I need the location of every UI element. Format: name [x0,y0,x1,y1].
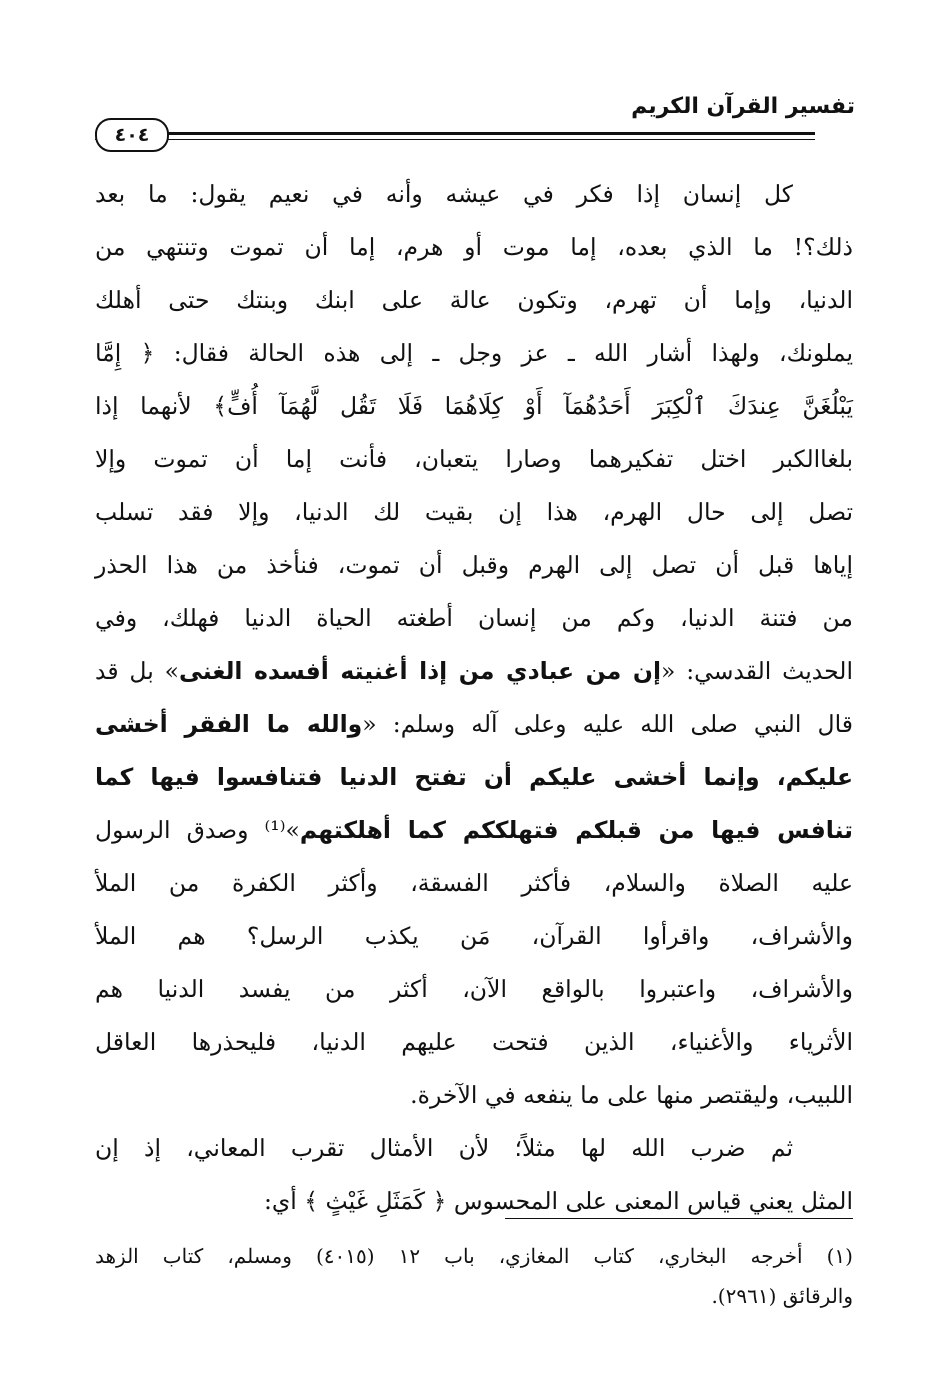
text-line: ذلك؟! ما الذي بعده، إما موت أو هرم، إما أن تموت وتنتهي من [95,233,853,261]
text-line: ثم ضرب الله لها مثلاً؛ لأن الأمثال تقرب المعاني، إذ إن [95,1134,793,1162]
text-segment: الحديث القدسي: « [661,657,853,685]
text-line: يملونك، ولهذا أشار الله ـ عز وجل ـ إلى هذه الحالة فقال: ﴿ إِمَّا [95,339,853,367]
text-segment: » بل قد [95,657,179,685]
footnote-1: (١) أخرجه البخاري، كتاب المغازي، باب ١٢ (٤٠١٥) ومسلم، كتاب الزهد [95,1244,853,1268]
hadith-qudsi-quote: إن من عبادي من إذا أغنيته أفسده الغنى [178,657,662,685]
text-line [95,698,853,751]
quran-verse-line: يَبْلُغَنَّ عِندَكَ ٱلْكِبَرَ أَحَدُهُمَآ أَوْ كِلَاهُمَا فَلَا تَقُل لَّهُمَآ أُفٍّ﴾ لأنهما إذا [95,392,853,420]
text-line [95,645,853,698]
paragraph-1 [95,168,853,1122]
text-segment: أي: [263,1187,305,1215]
hadith-quote: والله ما الفقر أخشى [95,710,363,738]
footnotes [95,1236,853,1316]
text-line: اللبيب، وليقتصر منها على ما ينفعه في الآخرة. [410,1081,853,1109]
text-segment: قال النبي صلى الله عليه وعلى آله وسلم: « [362,710,853,738]
text-line [95,1175,853,1228]
text-line: كل إنسان إذا فكر في عيشه وأنه في نعيم يقول: ما بعد [95,180,793,208]
text-line: إياها قبل أن تصل إلى الهرم وقبل أن تموت، فنأخذ من هذا الحذر [95,551,853,579]
page-number: ٤٠٤ [95,118,169,152]
hadith-quote: تنافس فيها من قبلكم فتهلككم كما أهلكتهم [299,816,854,844]
text-line [95,804,853,857]
text-line: الدنيا، وإما أن تهرم، وتكون عالة على ابنك وبنتك حتى أهلك [95,286,853,314]
footnote-separator [505,1218,853,1219]
paragraph-2 [95,1122,853,1228]
header-rule-thin [95,139,815,140]
text-segment: المثل يعني قياس المعنى على المحسوس [446,1187,853,1215]
main-text [95,168,853,1228]
hadith-quote: عليكم، وإنما أخشى عليكم أن تفتح الدنيا فتنافسوا فيها كما [95,763,853,791]
text-line: والأشراف، واعتبروا بالواقع الآن، أكثر من يفسد الدنيا هم [95,975,853,1003]
text-line: والأشراف، واقرأوا القرآن، مَن يكذب الرسل؟ هم الملأ [95,922,853,950]
text-segment: وصدق الرسول [95,816,265,844]
running-title: تفسير القرآن الكريم [631,94,855,119]
page-header [95,88,855,148]
footnote-1-continued: والرقائق (٢٩٦١). [711,1284,853,1308]
text-line: عليه الصلاة والسلام، فأكثر الفسقة، وأكثر الكفرة من الملأ [95,869,853,897]
text-line: الأثرياء والأغنياء، الذين فتحت عليهم الدنيا، فليحذرها العاقل [95,1028,853,1056]
text-line: بلغاالكبر اختل تفكيرهما وصارا يتعبان، فأنت إما أن تموت وإلا [95,445,853,473]
quran-verse: ﴿ كَمَثَلِ غَيْثٍ ﴾ [304,1187,447,1215]
text-line: تصل إلى حال الهرم، هذا إن بقيت لك الدنيا، وإلا فقد تسلب [95,498,853,526]
header-rule-thick [95,132,815,135]
footnote-ref: »⁽¹⁾ [264,816,300,844]
text-line: من فتنة الدنيا، وكم من إنسان أطغته الحياة الدنيا فهلك، وفي [95,604,853,632]
